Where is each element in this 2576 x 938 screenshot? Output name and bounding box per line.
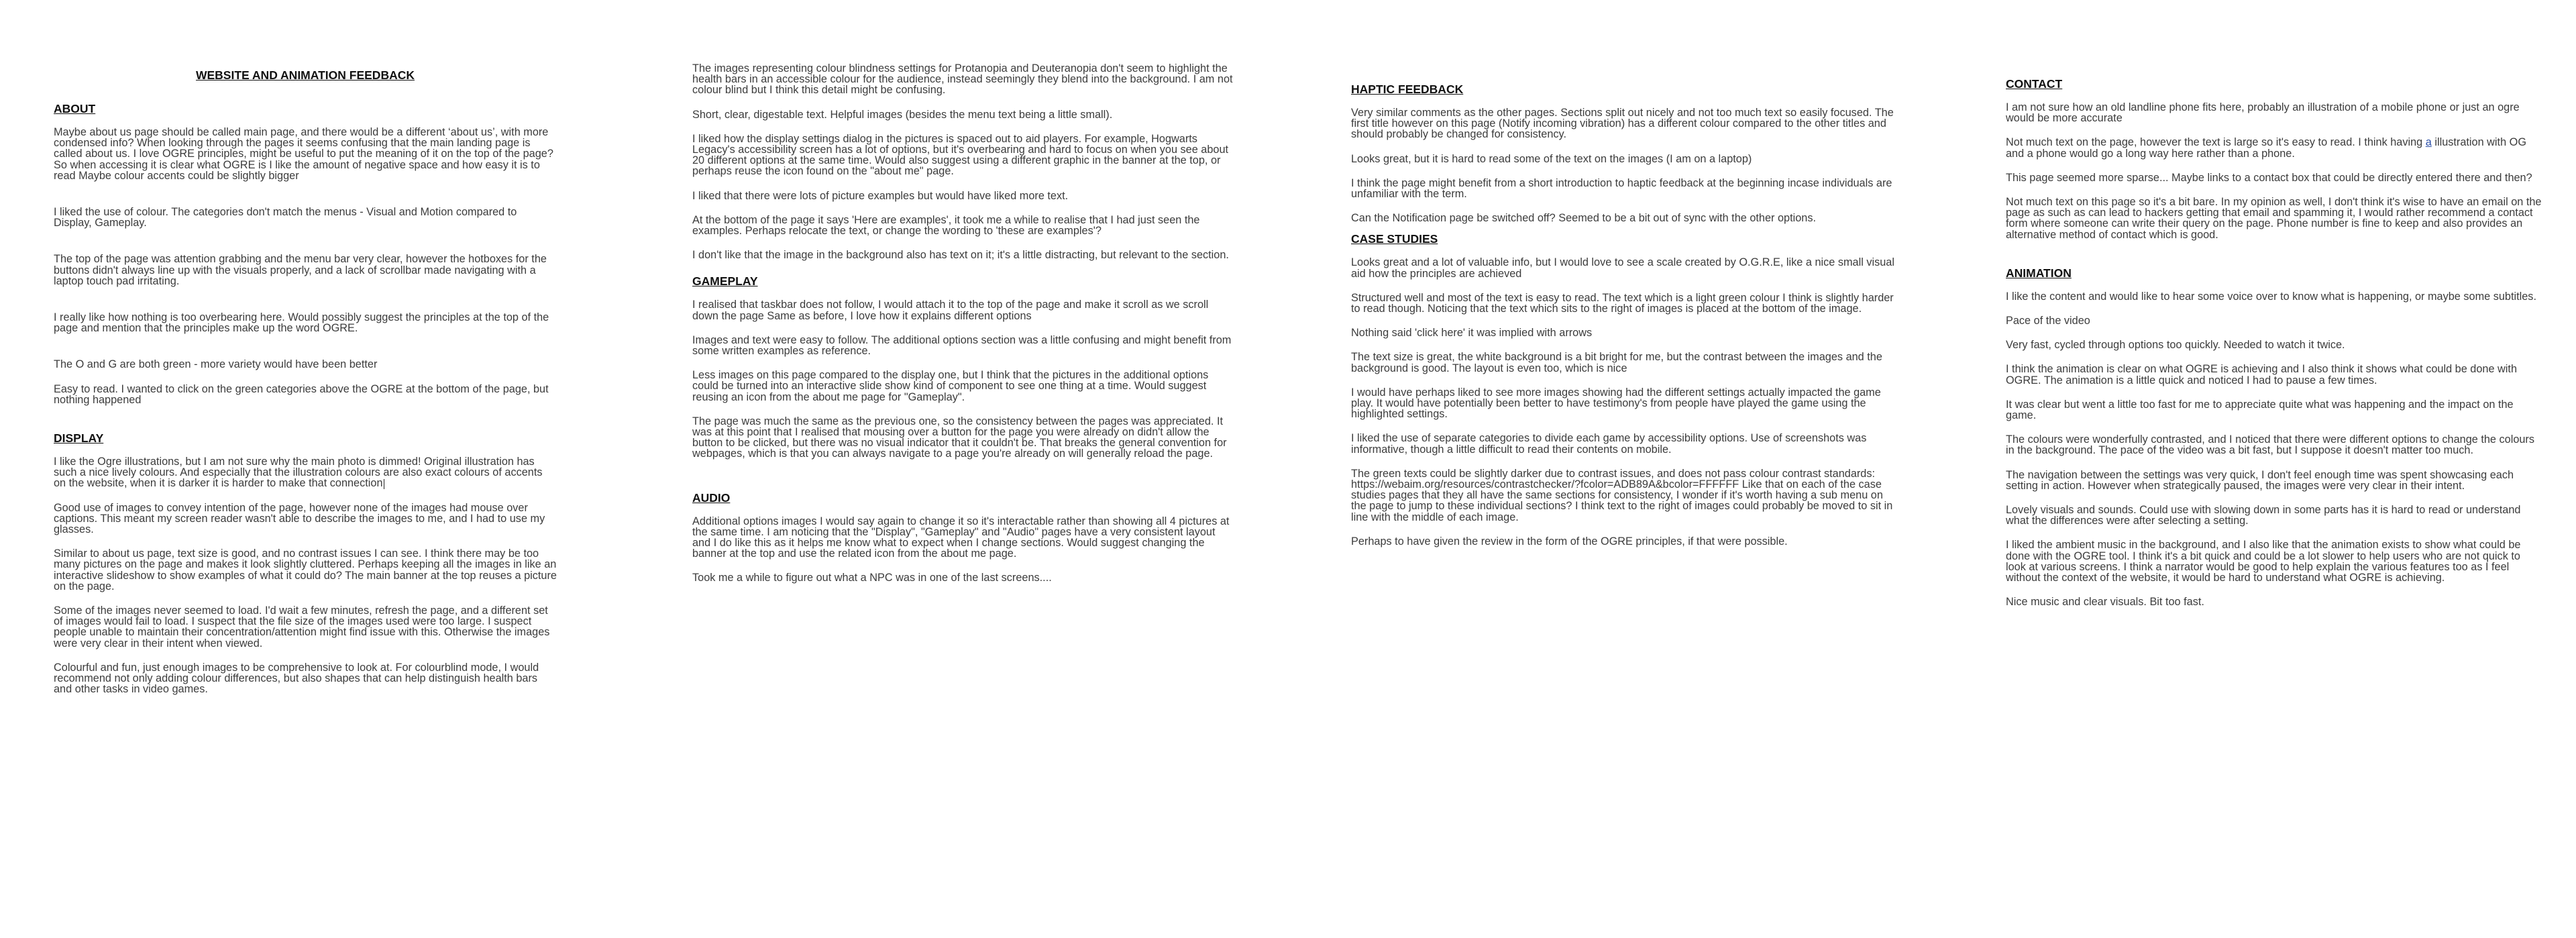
column-2 bbox=[692, 0, 1236, 938]
paragraph: I don't like that the image in the background also has text on it; it's a little distracting, but relevant to the section. bbox=[692, 249, 1229, 262]
paragraph bbox=[2006, 137, 2542, 158]
paragraph: The images representing colour blindness settings for Protanopia and Deuteranopia don't seem to highlight the health bars in an accessible colour for the audience, instead seemingly they blend into the background. I am not colour blind but I think this detail might be confusing. bbox=[692, 62, 1233, 97]
column-4 bbox=[2006, 0, 2542, 938]
paragraph: Good use of images to convey intention of the page, however none of the images had mouse over captions. This meant my screen reader wasn't able to describe the images to me, and I had to use my glasses. bbox=[54, 501, 545, 536]
paragraph: I really like how nothing is too overbearing here. Would possibly suggest the principles at the top of the page and mention that the principles make up the word OGRE. bbox=[54, 311, 549, 335]
paragraph: I think the animation is clear on what OGRE is achieving and I also think it shows what could be done with OGRE. The animation is a little quick and noticed I had to pause a few times. bbox=[2006, 363, 2518, 386]
paragraph: I liked the use of separate categories to divide each game by accessibility options. Use of screenshots was informative, though a little difficult to read their contents on mobile. bbox=[1351, 432, 1867, 456]
paragraph: Easy to read. I wanted to click on the green categories above the OGRE at the bottom of the page, but nothing happened bbox=[54, 382, 549, 406]
paragraph: Pace of the video bbox=[2006, 315, 2090, 327]
section-heading-contact: CONTACT bbox=[2006, 77, 2063, 91]
paragraph: Perhaps to have given the review in the form of the OGRE principles, if that were possible. bbox=[1351, 535, 1788, 548]
paragraph: Maybe about us page should be called main page, and there would be a different ‘about us’, with more condensed info? When looking through the pages it seems confusing that the main landing page is called about us. I love OGRE principles, might be useful to put the meaning of it on the top of the page? So when accessing it is clear what OGRE is I like the amount of negative space and how easy it is to read Maybe colour accents could be slightly bigger bbox=[54, 126, 553, 182]
paragraph: The text size is great, the white background is a bit bright for me, but the contrast between the images and the background is good. The layout is even too, which is nice bbox=[1351, 351, 1882, 374]
paragraph: Similar to about us page, text size is good, and no contrast issues I can see. I think there may be too many pictures on the page and makes it look slightly cluttered. Perhaps keeping all the images in like an interactive slideshow to show examples of what it could do? The main banner at the top reuses a picture on the page. bbox=[54, 548, 557, 592]
paragraph: Colourful and fun, just enough images to be comprehensive to look at. For colourblind mode, I would recommend not only adding colour differences, but also shapes that can help distinguish health bars and other tasks in video games. bbox=[54, 661, 539, 696]
paragraph: Less images on this page compared to the display one, but I think that the pictures in the additional options could be turned into an interactive slide show kind of component to see one thing at a time. Would suggest reusing an icon from the about me page for "Gameplay". bbox=[692, 369, 1209, 403]
section-heading-case-studies: CASE STUDIES bbox=[1351, 232, 1438, 246]
paragraph: Not much text on this page so it's a bit bare. In my opinion as well, I don't think it's wise to have an email on the page as such as can lead to hackers getting that email and spamming it, I would rather recommend a contact form where someone can write their query on the page. Phone number is fine to keep and also provides an alternative method of contact which is good. bbox=[2006, 196, 2542, 241]
paragraph: The navigation between the settings was very quick, I don't feel enough time was spent showcasing each setting in action. However when strategically paused, the images were very clear in their intent. bbox=[2006, 468, 2514, 492]
paragraph: Structured well and most of the text is easy to read. The text which is a light green colour I think is slightly harder to read though. Noticing that the text which sits to the right of images is placed at the bottom of the image. bbox=[1351, 291, 1894, 315]
paragraph: Lovely visuals and sounds. Could use with slowing down in some parts has it is hard to read or understand what the differences were after selecting a setting. bbox=[2006, 504, 2521, 527]
paragraph-text: Not much text on the page, however the text is large so it's easy to read. I think having bbox=[2006, 136, 2426, 149]
paragraph: Looks great, but it is hard to read some of the text on the images (I am on a laptop) bbox=[1351, 152, 1752, 165]
paragraph: The page was much the same as the previous one, so the consistency between the pages was appreciated. It was at this point that I realised that mousing over a button for the page you were already on didn't allow the button to be clicked, but there was no visual indicator that it couldn't be. That breaks the general convention for webpages, which is that you can always navigate to a page you're already on will generally reload the page. bbox=[692, 415, 1227, 460]
paragraph: Looks great and a lot of valuable info, but I would love to see a scale created by O.G.R.E, like a nice small visual aid how the principles are achieved bbox=[1351, 256, 1894, 280]
paragraph[interactable] bbox=[54, 456, 557, 489]
paragraph: I am not sure how an old landline phone fits here, probably an illustration of a mobile phone or just an ogre would be more accurate bbox=[2006, 101, 2520, 125]
paragraph: The colours were wonderfully contrasted, and I noticed that there were different options to change the colours in the background. The pace of the video was a bit fast, but I suppose it doesn't matter too much. bbox=[2006, 433, 2534, 457]
paragraph: I realised that taskbar does not follow, I would attach it to the top of the page and make it scroll as we scroll down the page Same as before, I love how it explains different options bbox=[692, 299, 1209, 322]
paragraph: I liked the ambient music in the background, and I also like that the animation exists to show what could be done with the OGRE tool. I think it's a bit quick and could be a lot slower to help users who are not quick to look at various screens. I think a narrator would be good to help explain the various features too as I feel without the context of the website, it would be hard to understand what OGRE is achieving. bbox=[2006, 539, 2521, 584]
paragraph: The O and G are both green - more variety would have been better bbox=[54, 358, 378, 371]
inline-link[interactable]: a bbox=[2425, 136, 2432, 149]
paragraph-text: illustration with OG and a phone would go a long way here rather than a phone. bbox=[2006, 136, 2526, 160]
paragraph: The green texts could be slightly darker due to contrast issues, and does not pass colour contrast standards: https://webaim.org/resources/contrastchecker/?fcolor=ADB89A&bcolor=FFFFFF Like that on each of the case studies pages that they all have the same sections for consistency, I wonder if it's worth having a sub menu on the page to jump to these individual sections? I think text to the right of images could probably be moved to sit in line with the middle of each image. bbox=[1351, 467, 1893, 523]
paragraph: Short, clear, digestable text. Helpful images (besides the menu text being a little small). bbox=[692, 108, 1113, 121]
paragraph: Some of the images never seemed to load. I'd wait a few minutes, refresh the page, and a different set of images would fail to load. I suspect that the file size of the images used were too large. I suspect people unable to maintain their concentration/attention might find issue with this. Otherwise the images were very clear in their intent when viewed. bbox=[54, 605, 550, 649]
section-heading-gameplay: GAMEPLAY bbox=[692, 274, 758, 289]
paragraph: Nice music and clear visuals. Bit too fast. bbox=[2006, 596, 2204, 609]
paragraph: Very similar comments as the other pages. Sections split out nicely and not too much text so easily focused. The first title however on this page (Notify incoming vibration) has a different colour compared to the other titles and should probably be changed for consistency. bbox=[1351, 107, 1894, 141]
paragraph: This page seemed more sparse... Maybe links to a contact box that could be directly entered there and then? bbox=[2006, 171, 2532, 184]
paragraph-text: I like the Ogre illustrations, but I am not sure why the main photo is dimmed! Original illustration has such a nice lively colours. And especially that the illustration colours are also exact colours of accents on the website, when it is darker it is harder to make that connection bbox=[54, 456, 543, 490]
paragraph: Took me a while to figure out what a NPC was in one of the last screens.... bbox=[692, 572, 1052, 584]
document-title: WEBSITE AND ANIMATION FEEDBACK bbox=[195, 68, 415, 82]
paragraph: Very fast, cycled through options too quickly. Needed to watch it twice. bbox=[2006, 339, 2345, 352]
column-1 bbox=[54, 0, 557, 938]
paragraph: I liked the use of colour. The categories don't match the menus - Visual and Motion compared to Display, Gameplay. bbox=[54, 206, 517, 229]
section-heading-animation: ANIMATION bbox=[2006, 266, 2072, 280]
section-heading-display: DISPLAY bbox=[54, 431, 104, 446]
paragraph: I think the page might benefit from a short introduction to haptic feedback at the beginning incase individuals are unfamiliar with the term. bbox=[1351, 176, 1892, 201]
paragraph: Can the Notification page be switched off? Seemed to be a bit out of sync with the other options. bbox=[1351, 212, 1816, 225]
section-heading-about: ABOUT bbox=[54, 102, 96, 115]
paragraph: I would have perhaps liked to see more images showing had the different settings actually impacted the game play. It would have potentially been better to have testimony's from people have played the game using the highlighted settings. bbox=[1351, 386, 1881, 421]
paragraph: I liked that there were lots of picture examples but would have liked more text. bbox=[692, 189, 1069, 202]
paragraph: It was clear but went a little too fast for me to appreciate quite what was happening and the impact on the game. bbox=[2006, 398, 2514, 422]
paragraph: I liked how the display settings dialog in the pictures is spaced out to aid players. For example, Hogwarts Legacy's accessibility screen has a lot of options, but it's overbearing and hard to focus on when you see about 20 different options at the same time. Would also suggest using a different graphic in the banner at the top, or perhaps reuse the icon found on the "about me" page. bbox=[692, 132, 1229, 178]
paragraph: Nothing said 'click here' it was implied with arrows bbox=[1351, 327, 1593, 340]
paragraph: Images and text were easy to follow. The additional options section was a little confusing and might benefit from some written examples as reference. bbox=[692, 333, 1232, 358]
column-3 bbox=[1351, 0, 1894, 938]
section-heading-audio: AUDIO bbox=[692, 490, 731, 505]
paragraph: The top of the page was attention grabbing and the menu bar very clear, however the hotboxes for the buttons didn't always line up with the visuals properly, and a lack of scrollbar made navigating with a laptop touch pad irritating. bbox=[54, 253, 547, 287]
section-heading-haptic: HAPTIC FEEDBACK bbox=[1351, 83, 1464, 96]
paragraph: I like the content and would like to hear some voice over to know what is happening, or maybe some subtitles. bbox=[2006, 290, 2536, 303]
paragraph: Additional options images I would say again to change it so it's interactable rather than showing all 4 pictures at the same time. I am noticing that the "Display", "Gameplay" and "Audio" pages have a very consistent layout and I do like this as it helps me know what to expect when I change sections. Would suggest changing the banner at the top and use the related icon from the about me page. bbox=[692, 515, 1230, 560]
paragraph: At the bottom of the page it says 'Here are examples', it took me a while to realise that I had just seen the examples. Perhaps relocate the text, or change the wording to 'these are examples'? bbox=[692, 213, 1200, 238]
